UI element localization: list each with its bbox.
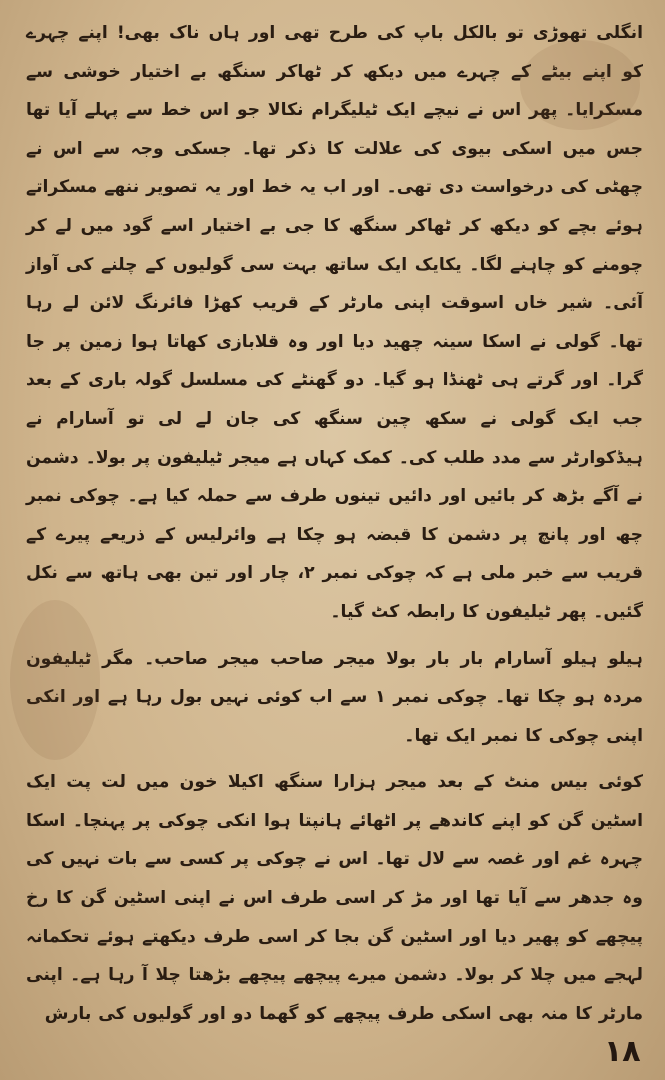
body-text (26, 14, 643, 1033)
page-number: ۱۸ (604, 1034, 641, 1069)
paragraph-3: کوئی بیس منٹ کے بعد میجر ہزارا سنگھ اکیلا خون میں لت پت ایک اسٹین گن کو اپنے کاندھے پر اٹھائے ہانپتا ہوا انکی چوکی پر پہنچا۔ اسکا چہرہ غم اور غصہ سے لال تھا۔ اس نے چوکی پر کسی سے بات نہیں کی وہ جدھر سے آیا تھا اور مڑ کر اسی طرف اس نے اپنی اسٹین گن کا رخ پیچھے کو پھیر دیا اور اسٹین گن بجا کر اسی طرف دیکھتے ہوئے تحکمانہ لہجے میں چلا کر بولا۔ دشمن میرے پیچھے پیچھے بڑھتا چلا آ رہا ہے۔ اپنی مارٹر کا منہ بھی اسکی طرف پیچھے کو گھما دو اور گولیوں کی بارش (26, 772, 643, 1024)
paragraph-1: انگلی تھوڑی تو بالکل باپ کی طرح تھی اور ہاں ناک بھی! اپنے چہرے کو اپنے بیٹے کے چہرے میں دیکھ کر ٹھاکر سنگھ بے اختیار خوشی سے مسکرایا۔ پھر اس نے نیچے ایک ٹیلیگرام نکالا جو اس خط سے پہلے آیا تھا جس میں اسکی بیوی کی علالت کا ذکر تھا۔ جسکی وجہ سے اس نے چھٹی کی درخواست دی تھی۔ اور اب یہ خط اور یہ تصویر ننھے مسکراتے ہوئے بچے کو دیکھ کر ٹھاکر سنگھ کا جی بے اختیار اسے گود میں لے کر چومنے کو چاہنے لگا۔ یکایک ایک ساتھ بہت سی گولیوں کے چلنے کی آواز آئی۔ شیر خاں اسوقت اپنی مارٹر کے قریب کھڑا فائرنگ لائن لے رہا تھا۔ گولی نے اسکا سینہ چھید دیا اور وہ قلابازی کھاتا ہوا زمین پر جا گرا۔ اور گرتے ہی ٹھنڈا ہو گیا۔ دو گھنٹے کی مسلسل گولہ باری کے بعد جب ایک گولی نے سکھ چین سنگھ کی جان لے لی تو آسارام نے ہیڈکوارٹر سے مدد طلب کی۔ کمک کہاں ہے میجر ٹیلیفون پر بولا۔ دشمن نے آگے بڑھ کر بائیں اور دائیں تینوں طرف سے حملہ کیا ہے۔ چوکی نمبر چھ اور پانچ پر دشمن کا قبضہ ہو چکا ہے وائرلیس کے ذریعے پیرے کے قریب سے خبر ملی ہے کہ چوکی نمبر ۲، چار اور تین بھی ہاتھ سے نکل گئیں۔ پھر ٹیلیفون کا رابطہ کٹ گیا۔ (26, 23, 643, 622)
paragraph-2: ہیلو ہیلو آسارام بار بار بولا میجر صاحب میجر صاحب۔ مگر ٹیلیفون مردہ ہو چکا تھا۔ چوکی نمبر ۱ سے اب کوئی نہیں بول رہا ہے اور انکی اپنی چوکی کا نمبر ایک تھا۔ (26, 648, 644, 746)
